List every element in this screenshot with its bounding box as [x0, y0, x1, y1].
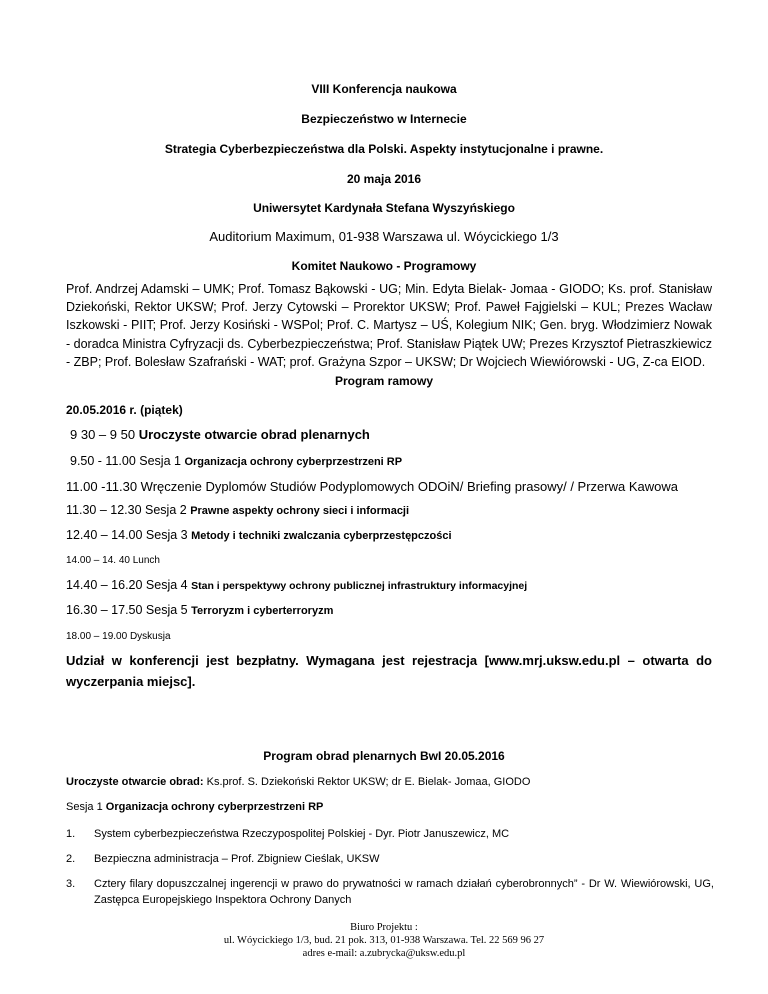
program-item: 12.40 – 14.00 Sesja 3 Metody i techniki zwalczania cyberprzestępczości: [66, 528, 452, 542]
committee-members: Prof. Andrzej Adamski – UMK; Prof. Tomasz Bąkowski - UG; Min. Edyta Bielak- Jomaa - GIODO; Ks. prof. Stanisław Dziekoński, Rektor UKSW; Prof. Jerzy Cytowski – Prorektor UKSW; Prof. Paweł Fajgielski – KUL; Prezes Wacław Iszkowski - PIIT; Prof. Jerzy Kosiński - WSPol; Prof. C. Martysz – UŚ, Kolegium NIK; Gen. bryg. Włodzimierz Nowak - doradca Ministra Cyfryzacji ds. Cyberbezpieczeństwa; Prof. Stanisław Piątek UW; Prezes Krzysztof Pietraszkiewicz - ZBP; Prof. Bolesław Szafrański - WAT; prof. Grażyna Szpor – UKSW; Dr Wojciech Wiewiórowski - UG, Z-ca EIOD.: [66, 282, 712, 369]
program-item: 16.30 – 17.50 Sesja 5 Terroryzm i cyberterroryzm: [66, 603, 334, 617]
session-heading: Sesja 1 Organizacja ochrony cyberprzestrzeni RP: [66, 801, 324, 813]
program-item: 9.50 - 11.00 Sesja 1 Organizacja ochrony cyberprzestrzeni RP: [70, 454, 403, 468]
program-item: 9 30 – 9 50 Uroczyste otwarcie obrad plenarnych: [70, 427, 370, 442]
opening-line: Uroczyste otwarcie obrad: Ks.prof. S. Dziekoński Rektor UKSW; dr E. Bielak- Jomaa, GIODO: [66, 776, 531, 788]
conference-edition: VIII Konferencja naukowa: [311, 82, 457, 96]
registration-notice: Udział w konferencji jest bezpłatny. Wymagana jest rejestracja [www.mrj.uksw.edu.pl – otwarta do wyczerpania miejsc].: [66, 653, 712, 689]
program-item: 11.00 -11.30 Wręczenie Dyplomów Studiów Podyplomowych ODOiN/ Briefing prasowy/ / Przerwa Kawowa: [66, 479, 678, 494]
footer-email: adres e-mail: a.zubrycka@uksw.edu.pl: [302, 948, 466, 959]
document-page: VIII Konferencja naukowa Bezpieczeństwo w Internecie Strategia Cyberbezpieczeństwa dla Polski. Aspekty instytucjonalne i prawne. 20 maja 2016 Uniwersytet Kardynała Stefana Wyszyńskiego Auditorium Maximum, 01-938 Warszawa ul. Wóycickiego 1/3 Komitet Naukowo - Programowy Prof. Andrzej Adamski – UMK; Prof. Tomasz Bąkowski - UG; Min. Edyta Bielak- Jomaa - GIODO; Ks. prof. Stanisław Dziekoński, Rektor UKSW; Prof. Jerzy Cytowski – Prorektor UKSW; Prof. Paweł Fajgielski – KUL; Prezes Wacław Iszkowski - PIIT; Prof. Jerzy Kosiński - WSPol; Prof. C. Martysz – UŚ, Kolegium NIK; Gen. bryg. Włodzimierz Nowak - doradca Ministra Cyfryzacji ds. Cyberbezpieczeństwa; Prof. Stanisław Piątek UW; Prezes Krzysztof Pietraszkiewicz - ZBP; Prof. Bolesław Szafrański - WAT; prof. Grażyna Szpor – UKSW; Dr Wojciech Wiewiórowski - UG, Z-ca EIOD. Program ramowy 20.05.2016 r. (piątek) 9 30 – 9 50 Uroczyste otwarcie obrad plenarnych 9.50 - 11.00 Sesja 1 Organizacja ochrony cyberprzestrzeni RP 11.00 -11.30 Wręczenie Dyplomów Studiów Podyplomowych ODOiN/ Briefing prasowy/ / Przerwa Kawowa 11.30 – 12.30 Sesja 2 Prawne aspekty ochrony sieci i informacji 12.40 – 14.00 Sesja 3 Metody i techniki zwalczania cyberprzestępczości 14.00 – 14. 40 Lunch 14.40 – 16.20 Sesja 4 Stan i perspektywy ochrony publicznej infrastruktury informacyjnej 16.30 – 17.50 Sesja 5 Terroryzm i cyberterroryzm 18.00 – 19.00 Dyskusja Udział w konferencji jest bezpłatny. Wymagana jest rejestracja [www.mrj.uksw.edu.pl – otwarta do wyczerpania miejsc]. Program obrad plenarnych BwI 20.05.2016 Uroczyste otwarcie obrad: Ks.prof. S. Dziekoński Rektor UKSW; dr E. Bielak- Jomaa, GIODO Sesja 1 Organizacja ochrony cyberprzestrzeni RP 1. System cyberbezpieczeństwa Rzeczypospolitej Polskiej - Dyr. Piotr Januszewicz, MC 2. Bezpieczna administracja – Prof. Zbigniew Cieślak, UKSW 3. Cztery filary dopuszczalnej ingerencji w prawo do prywatności w ramach działań cyberobronnych” - Dr W. Wiewiórowski, UG, Zastępca Europejskiego Inspektora Ochrony Danych Biuro Projektu : ul. Wóycickiego 1/3, bud. 21 pok. 313, 01-938 Warszawa. Tel. 22 569 96 27 adres e-mail: a.zubrycka@uksw.edu.pl: [0, 0, 768, 994]
program-title: Program ramowy: [334, 374, 434, 388]
conference-venue: Auditorium Maximum, 01-938 Warszawa ul. Wóycickiego 1/3: [209, 229, 559, 244]
program-item: 14.40 – 16.20 Sesja 4 Stan i perspektywy ochrony publicznej infrastruktury informacyjnej: [66, 578, 528, 592]
conference-date: 20 maja 2016: [346, 172, 422, 186]
footer: [0, 921, 768, 960]
program-item: 11.30 – 12.30 Sesja 2 Prawne aspekty ochrony sieci i informacji: [66, 503, 410, 517]
conference-university: Uniwersytet Kardynała Stefana Wyszyńskiego: [253, 201, 515, 215]
footer-line: Biuro Projektu :: [350, 922, 418, 933]
conference-title: Bezpieczeństwo w Internecie: [301, 112, 467, 126]
plenary-title: Program obrad plenarnych BwI 20.05.2016: [263, 749, 505, 763]
program-day: 20.05.2016 r. (piątek): [66, 403, 183, 417]
program-item: 18.00 – 19.00 Dyskusja: [66, 631, 171, 642]
conference-subtitle: Strategia Cyberbezpieczeństwa dla Polski. Aspekty instytucjonalne i prawne.: [164, 142, 604, 156]
committee-title: Komitet Naukowo - Programowy: [291, 259, 477, 273]
footer-address: ul. Wóycickiego 1/3, bud. 21 pok. 313, 01-938 Warszawa. Tel. 22 569 96 27: [223, 935, 545, 946]
program-item: 14.00 – 14. 40 Lunch: [66, 555, 160, 566]
